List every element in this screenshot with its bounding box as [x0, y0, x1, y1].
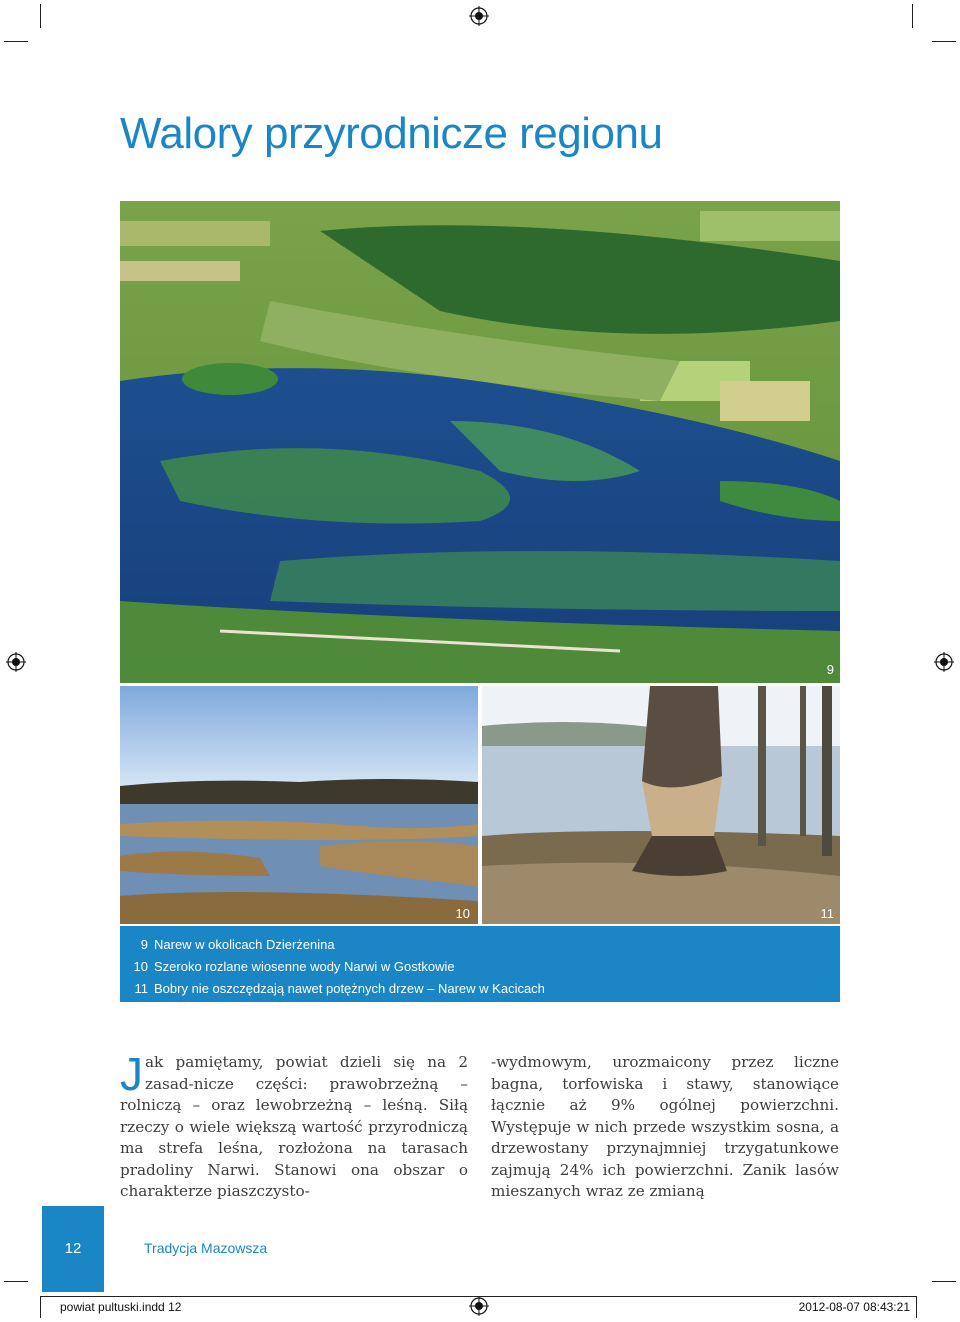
photo-number: 11 [820, 906, 834, 921]
body-text: -wydmowym, urozmaicony przez liczne bagna, torfowiska i stawy, stanowiące łącznie aż 9% ogólnej powierzchni. Występuje w nich przede wszystkim sosna, a drzewostany przynajmniej trzygatunkowe zajmują 24% ich powierzchni. Zanik lasów mieszanych wraz ze zmianą [491, 1053, 839, 1200]
print-slug-timestamp: 2012-08-07 08:43:21 [798, 1300, 910, 1314]
drop-cap: J [120, 1048, 143, 1100]
crop-mark [916, 1296, 917, 1318]
caption-line: 11 Bobry nie oszczędzają nawet potężnych drzew – Narew w Kacicach [134, 981, 545, 996]
photo-river-aerial [120, 201, 840, 683]
crop-mark [40, 4, 41, 28]
crop-mark [912, 4, 913, 28]
crop-mark [932, 41, 956, 42]
photo-flooded-meadows [120, 686, 478, 924]
registration-mark-icon [469, 6, 489, 26]
crop-mark [4, 1281, 28, 1282]
photo-beaver-tree [482, 686, 840, 924]
caption-box [120, 926, 840, 1002]
caption-line: 10 Szeroko rozlane wiosenne wody Narwi w Gostkowie [133, 959, 455, 974]
body-column-right [491, 1052, 839, 1203]
registration-mark-icon [6, 652, 26, 672]
page-number-box [42, 1206, 104, 1292]
registration-mark-icon [934, 652, 954, 672]
photo-number: 10 [455, 906, 470, 921]
page-number: 12 [64, 1240, 82, 1257]
crop-mark [4, 41, 28, 42]
publication-name: Tradycja Mazowsza [144, 1240, 268, 1256]
body-column-left [120, 1048, 468, 1203]
caption-line: 9 Narew w okolicach Dzierżenina [140, 937, 335, 952]
body-text: oraz lewobrzeżną – leśną. Siłą rzeczy o wiele większą wartość przyrodniczą ma strefa leśna, rozłożona na tarasach pradoliny Narwi. Stanowi ona obszar o charakterze piaszczysto- [120, 1096, 468, 1200]
body-text: ak pamiętamy, powiat dzieli się na 2 zasad-nicze części: prawobrzeżną – rolniczą – [120, 1053, 468, 1114]
photo-number: 9 [826, 662, 834, 677]
page-title: Walory przyrodnicze regionu [120, 109, 663, 158]
crop-mark [932, 1281, 956, 1282]
print-slug-file: powiat pultuski.indd 12 [60, 1300, 182, 1314]
